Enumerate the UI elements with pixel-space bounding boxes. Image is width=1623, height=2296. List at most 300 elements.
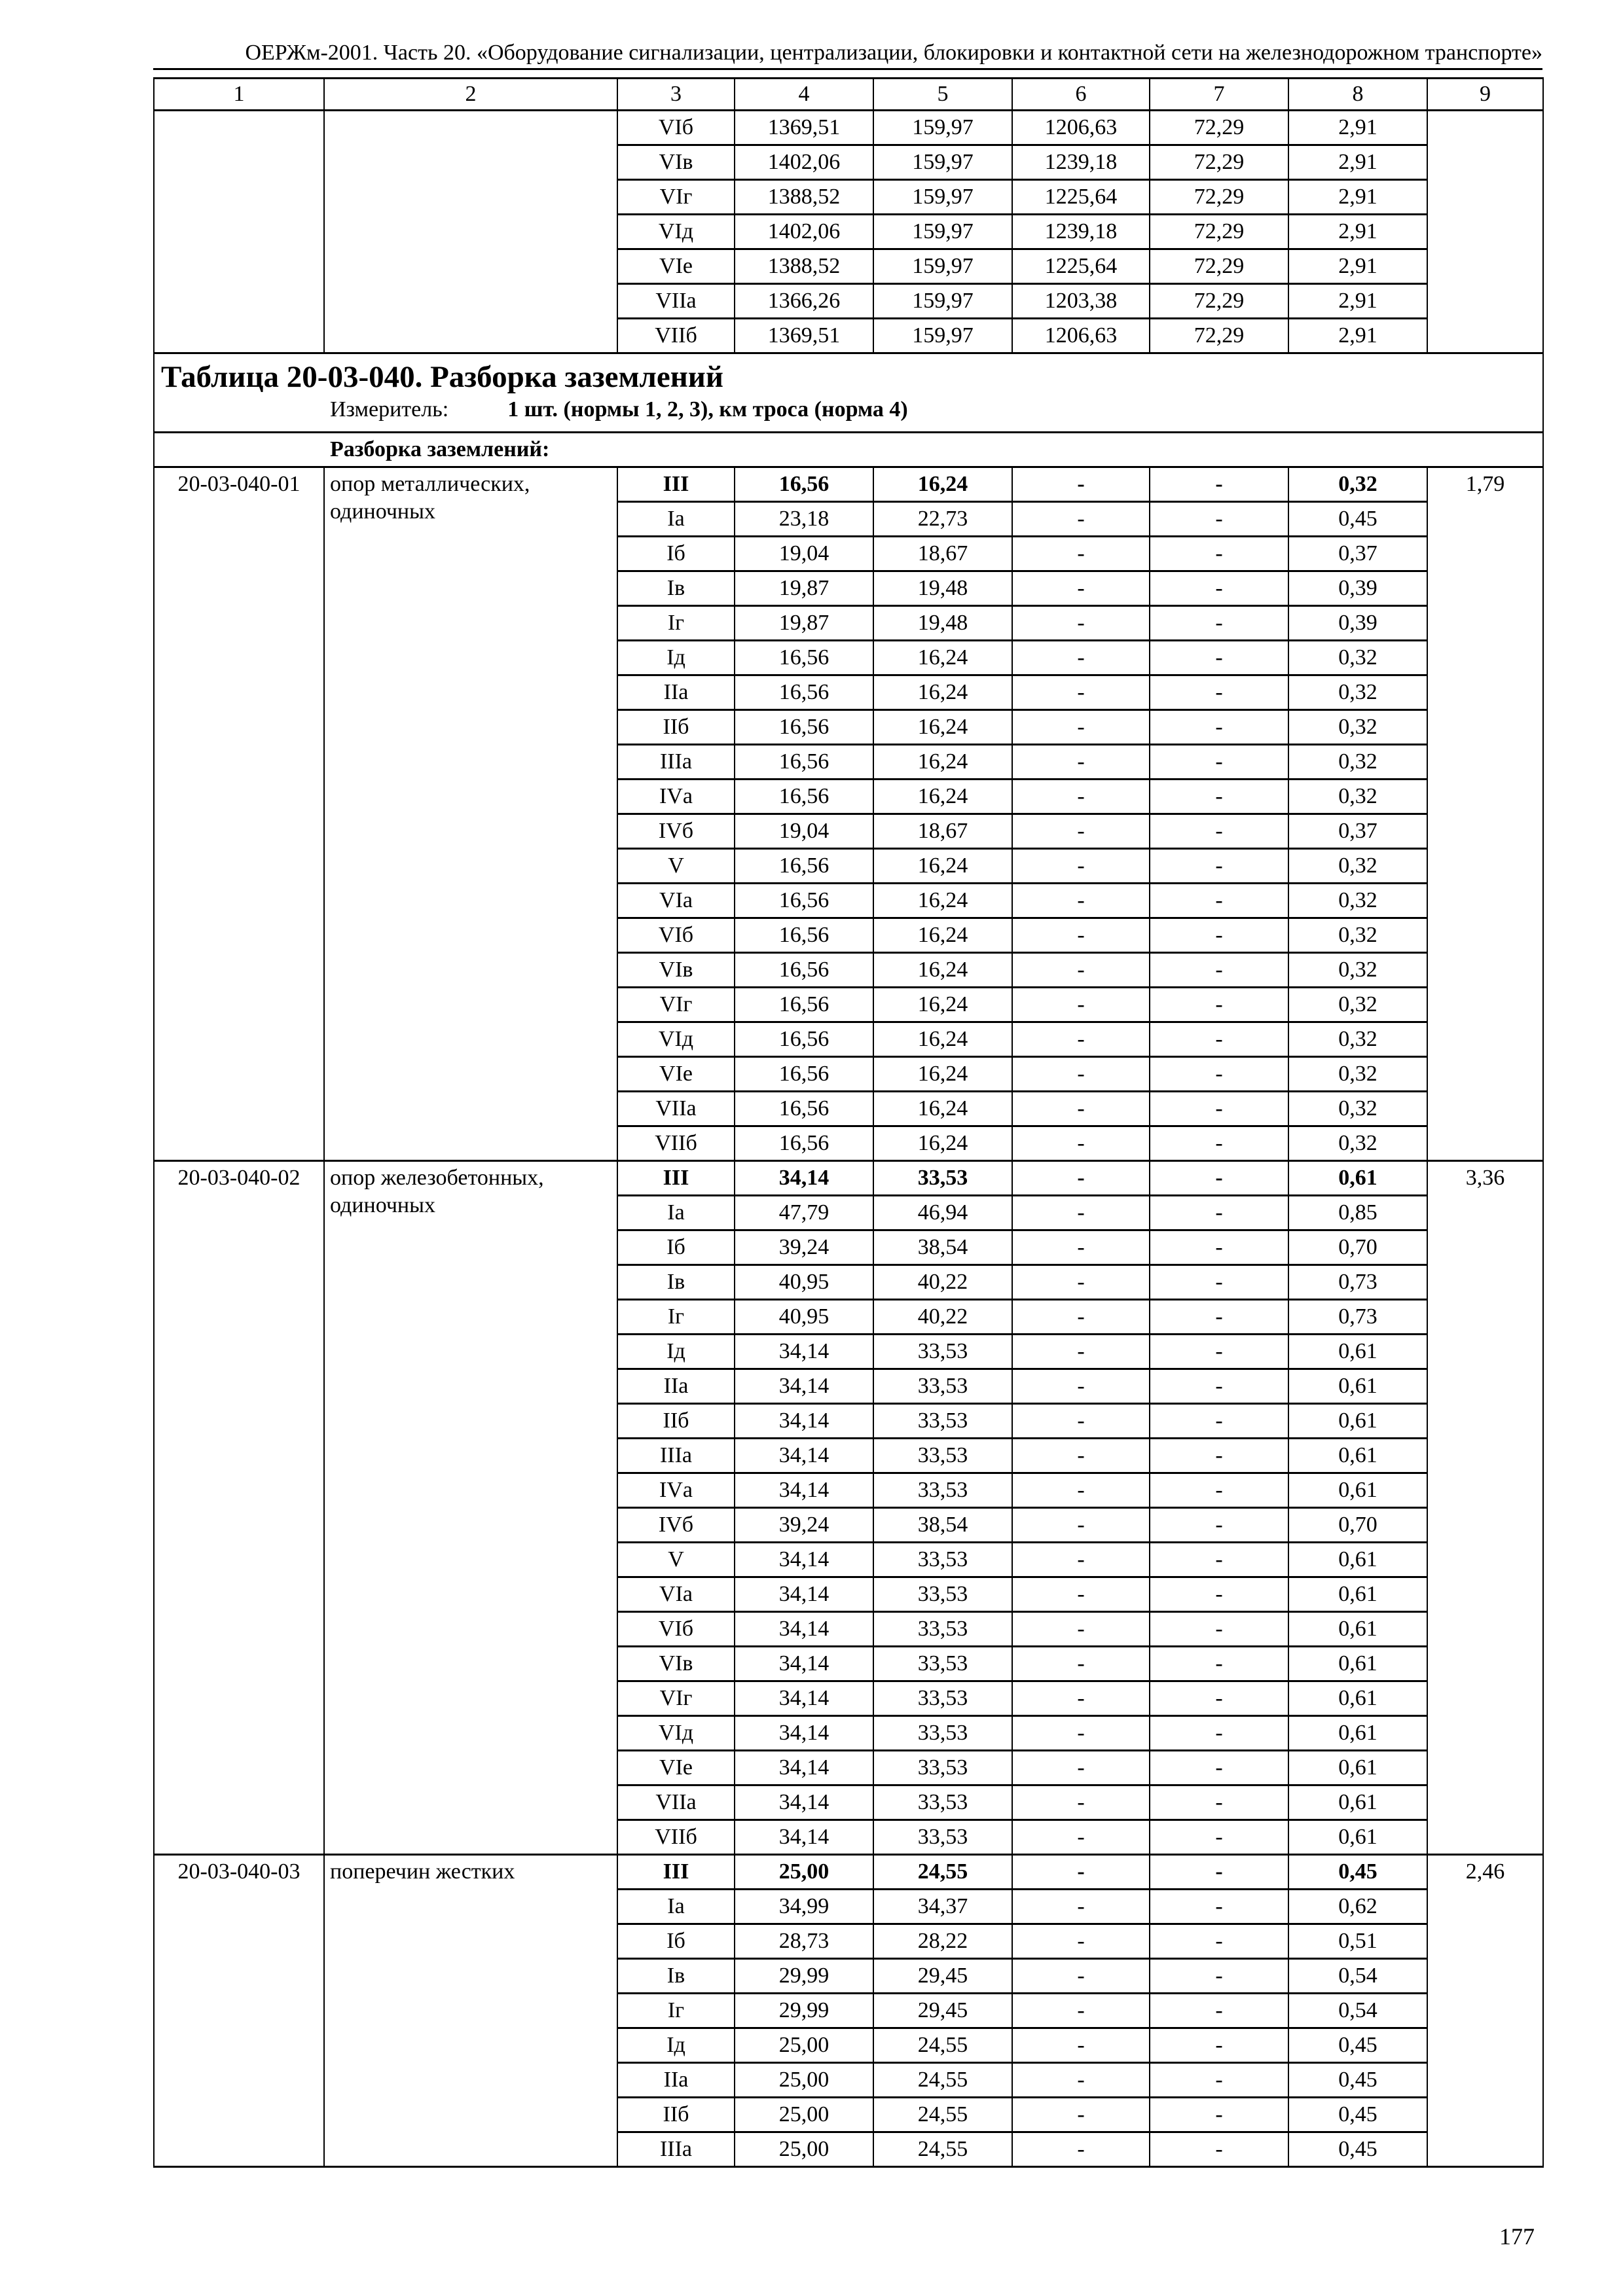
value-cell: 19,87 [735,606,873,641]
zone-cell: IIIа [617,1439,735,1473]
value-cell: 33,53 [873,1785,1012,1820]
zone-cell: Iб [617,1924,735,1959]
zone-cell: Iб [617,537,735,571]
value-cell: - [1150,2063,1288,2098]
zone-cell: IIа [617,1369,735,1404]
value-cell: 34,14 [735,1404,873,1439]
value-cell: 16,56 [735,918,873,953]
value-cell: 0,32 [1288,953,1427,988]
value-cell: 0,37 [1288,537,1427,571]
value-cell: 0,32 [1288,710,1427,745]
value-cell: - [1150,1473,1288,1508]
value-cell: - [1012,1335,1150,1369]
value-cell: - [1012,641,1150,675]
value-cell: 0,32 [1288,1092,1427,1126]
value-cell: 33,53 [873,1404,1012,1439]
running-header: ОЕРЖм-2001. Часть 20. «Оборудование сигнализации, централизации, блокировки и контактной сети на железнодорожном транспорте» [245,41,1542,65]
norm-code: 20-03-040-01 [154,467,324,1161]
value-cell: 16,56 [735,641,873,675]
value-cell: 16,56 [735,675,873,710]
value-cell: 0,85 [1288,1196,1427,1230]
value-cell: 24,55 [873,2063,1012,2098]
value-cell: - [1012,1681,1150,1716]
zone-cell: VIIа [617,1785,735,1820]
value-cell: 23,18 [735,502,873,537]
value-cell: 0,61 [1288,1612,1427,1647]
section-heading: Разборка заземлений: [154,433,1543,467]
value-cell: 16,24 [873,467,1012,502]
value-cell: 33,53 [873,1612,1012,1647]
value-cell: 0,51 [1288,1924,1427,1959]
zone-cell: IIIа [617,745,735,780]
value-cell: - [1150,1196,1288,1230]
zone-cell: III [617,1161,735,1196]
value-cell: 24,55 [873,1855,1012,1890]
value-cell: 16,24 [873,849,1012,884]
cell: 1225,64 [1012,180,1150,215]
value-cell: 19,04 [735,537,873,571]
value-cell: - [1150,1994,1288,2028]
value-cell: - [1012,2028,1150,2063]
zone-cell: Iа [617,1196,735,1230]
zone-cell: IVа [617,780,735,814]
cell: 1206,63 [1012,111,1150,145]
value-cell: 0,32 [1288,1126,1427,1161]
value-cell: 0,61 [1288,1647,1427,1681]
zone-cell: IIб [617,2098,735,2132]
value-cell: 16,24 [873,1126,1012,1161]
cell: 1402,06 [735,215,873,249]
column-number: 8 [1288,79,1427,111]
value-cell: - [1150,953,1288,988]
value-cell: 33,53 [873,1577,1012,1612]
empty-cell [324,111,617,353]
value-cell: - [1150,571,1288,606]
value-cell: 0,61 [1288,1820,1427,1855]
cell: VIг [617,180,735,215]
zone-cell: Iд [617,1335,735,1369]
zone-cell: Iв [617,1959,735,1994]
value-cell: 33,53 [873,1681,1012,1716]
cell: 159,97 [873,111,1012,145]
column-number: 9 [1427,79,1543,111]
cell: 2,91 [1288,215,1427,249]
value-cell: 29,45 [873,1994,1012,2028]
value-cell: - [1150,1681,1288,1716]
value-cell: - [1150,1092,1288,1126]
cell: 1388,52 [735,249,873,284]
column-numbers-row [154,79,1543,111]
zone-cell: VIв [617,1647,735,1681]
cell: VIIб [617,319,735,353]
cell: 159,97 [873,180,1012,215]
value-cell: 0,73 [1288,1300,1427,1335]
zone-cell: IIIа [617,2132,735,2167]
value-cell: 0,32 [1288,884,1427,918]
zone-cell: V [617,1543,735,1577]
value-cell: 39,24 [735,1230,873,1265]
cell: 1369,51 [735,111,873,145]
zone-cell: VIIб [617,1126,735,1161]
measure-line [155,395,1542,422]
table-row [154,467,1543,502]
zone-cell: VIб [617,1612,735,1647]
value-cell: 0,32 [1288,745,1427,780]
measure-value: 1 шт. (нормы 1, 2, 3), км троса (норма 4) [507,397,908,422]
value-cell: 0,54 [1288,1959,1427,1994]
value-cell: 19,04 [735,814,873,849]
value-cell: - [1150,537,1288,571]
value-cell: 25,00 [735,2132,873,2167]
cell: 2,91 [1288,111,1427,145]
value-cell: 0,73 [1288,1265,1427,1300]
cell: 72,29 [1150,180,1288,215]
cell: 1203,38 [1012,284,1150,319]
value-cell: 39,24 [735,1508,873,1543]
value-cell: 40,95 [735,1265,873,1300]
zone-cell: Iг [617,606,735,641]
value-cell: - [1012,502,1150,537]
column-number: 3 [617,79,735,111]
value-cell: - [1012,1022,1150,1057]
value-cell: 0,61 [1288,1439,1427,1473]
value-cell: 24,55 [873,2098,1012,2132]
value-cell: 24,55 [873,2028,1012,2063]
table-row [154,1161,1543,1196]
value-cell: 33,53 [873,1473,1012,1508]
value-cell: - [1012,467,1150,502]
cell: 159,97 [873,284,1012,319]
table-title-row [154,353,1543,433]
value-cell: 16,24 [873,884,1012,918]
value-cell: 0,61 [1288,1335,1427,1369]
cell: VIе [617,249,735,284]
value-cell: 34,14 [735,1612,873,1647]
value-cell: 34,14 [735,1335,873,1369]
value-cell: - [1150,1647,1288,1681]
value-cell: 16,24 [873,988,1012,1022]
value-cell: 0,32 [1288,918,1427,953]
value-cell: - [1012,1890,1150,1924]
value-cell: 0,32 [1288,1057,1427,1092]
value-cell: - [1150,849,1288,884]
value-cell: 0,61 [1288,1577,1427,1612]
value-cell: - [1150,606,1288,641]
value-cell: 16,56 [735,1126,873,1161]
value-cell: 34,14 [735,1820,873,1855]
value-cell: 16,56 [735,745,873,780]
cell: 1225,64 [1012,249,1150,284]
zone-cell: VIIа [617,1092,735,1126]
value-cell: 34,99 [735,1890,873,1924]
value-cell: 0,61 [1288,1161,1427,1196]
zone-cell: Iа [617,502,735,537]
value-cell: - [1012,1404,1150,1439]
value-cell: 0,45 [1288,2063,1427,2098]
value-cell: 34,14 [735,1439,873,1473]
value-cell: 16,56 [735,849,873,884]
measure-label: Измеритель: [330,397,449,422]
zone-cell: VIа [617,1577,735,1612]
value-cell: - [1012,571,1150,606]
value-cell: 0,61 [1288,1681,1427,1716]
value-cell: - [1012,1369,1150,1404]
value-cell: 34,14 [735,1647,873,1681]
value-cell: - [1150,1959,1288,1994]
value-cell: 33,53 [873,1751,1012,1785]
cell: VIв [617,145,735,180]
value-cell: - [1012,1543,1150,1577]
zone-cell: IVа [617,1473,735,1508]
norm-code: 20-03-040-03 [154,1855,324,2167]
value-cell: 0,54 [1288,1994,1427,2028]
value-cell: 0,61 [1288,1543,1427,1577]
value-cell: - [1150,1820,1288,1855]
cell: 2,91 [1288,319,1427,353]
zone-cell: VIд [617,1022,735,1057]
value-cell: 0,32 [1288,641,1427,675]
value-cell: - [1150,745,1288,780]
zone-cell: IIб [617,1404,735,1439]
value-cell: - [1012,710,1150,745]
value-cell: - [1150,1543,1288,1577]
table-row [154,111,1543,145]
value-cell: 0,61 [1288,1716,1427,1751]
column-number: 2 [324,79,617,111]
table-row [154,1855,1543,1890]
value-cell: - [1012,849,1150,884]
value-cell: 33,53 [873,1647,1012,1681]
value-cell: 40,95 [735,1300,873,1335]
value-cell: 16,56 [735,467,873,502]
value-cell: - [1012,953,1150,988]
norm-name: опор металлических, одиночных [324,467,617,1161]
value-cell: 33,53 [873,1335,1012,1369]
zone-cell: IVб [617,1508,735,1543]
value-cell: - [1150,1612,1288,1647]
value-cell: 47,79 [735,1196,873,1230]
value-cell: 46,94 [873,1196,1012,1230]
column-number: 4 [735,79,873,111]
value-cell: 0,37 [1288,814,1427,849]
cell: 2,91 [1288,284,1427,319]
value-cell: - [1150,1855,1288,1890]
value-cell: - [1012,884,1150,918]
value-cell: - [1150,1751,1288,1785]
cell: VIд [617,215,735,249]
value-cell: 16,24 [873,641,1012,675]
value-cell: 16,24 [873,1092,1012,1126]
value-cell: - [1150,675,1288,710]
value-cell: - [1012,1508,1150,1543]
cell: 1369,51 [735,319,873,353]
zone-cell: IIа [617,2063,735,2098]
value-cell: 34,14 [735,1681,873,1716]
value-cell: 19,87 [735,571,873,606]
cell: 2,91 [1288,180,1427,215]
value-cell: - [1150,710,1288,745]
value-cell: 16,56 [735,1022,873,1057]
value-cell: 16,24 [873,710,1012,745]
norm-code: 20-03-040-02 [154,1161,324,1855]
cell: 1239,18 [1012,145,1150,180]
value-cell: - [1012,1196,1150,1230]
cell: 72,29 [1150,319,1288,353]
value-cell: - [1150,467,1288,502]
value-cell: - [1150,502,1288,537]
value-cell: - [1150,1230,1288,1265]
value-cell: 16,24 [873,1057,1012,1092]
value-cell: 34,14 [735,1369,873,1404]
value-cell: 34,37 [873,1890,1012,1924]
value-cell: 0,61 [1288,1751,1427,1785]
value-cell: - [1012,1161,1150,1196]
value-cell: 34,14 [735,1161,873,1196]
value-cell: 0,61 [1288,1473,1427,1508]
value-cell: 0,39 [1288,571,1427,606]
value-cell: - [1150,1022,1288,1057]
cell: 2,91 [1288,145,1427,180]
value-cell: - [1150,1057,1288,1092]
value-cell: 38,54 [873,1508,1012,1543]
value-cell: 0,32 [1288,675,1427,710]
value-cell: - [1012,1092,1150,1126]
value-cell: 0,61 [1288,1785,1427,1820]
value-cell: 16,24 [873,675,1012,710]
value-cell: 16,56 [735,1057,873,1092]
value-cell: 29,99 [735,1994,873,2028]
value-cell: - [1012,1785,1150,1820]
value-cell: - [1150,1439,1288,1473]
value-cell: - [1150,2132,1288,2167]
value-cell: - [1150,1265,1288,1300]
value-cell: - [1012,1300,1150,1335]
zone-cell: IIа [617,675,735,710]
value-cell: 16,56 [735,1092,873,1126]
value-cell: - [1150,1161,1288,1196]
value-cell: 16,56 [735,988,873,1022]
col9-value: 3,36 [1427,1161,1543,1855]
zone-cell: Iа [617,1890,735,1924]
value-cell: 34,14 [735,1473,873,1508]
zone-cell: VIIб [617,1820,735,1855]
value-cell: 33,53 [873,1439,1012,1473]
value-cell: 0,32 [1288,849,1427,884]
value-cell: 0,45 [1288,2132,1427,2167]
cell: 72,29 [1150,145,1288,180]
value-cell: - [1150,814,1288,849]
value-cell: 16,24 [873,953,1012,988]
cell: 1388,52 [735,180,873,215]
value-cell: 0,32 [1288,988,1427,1022]
table-title: Таблица 20-03-040. Разборка заземлений [161,360,723,394]
value-cell: - [1012,1716,1150,1751]
column-number: 5 [873,79,1012,111]
value-cell: - [1012,1820,1150,1855]
value-cell: - [1150,780,1288,814]
value-cell: 16,24 [873,745,1012,780]
value-cell: 34,14 [735,1716,873,1751]
value-cell: 18,67 [873,814,1012,849]
zone-cell: Iг [617,1300,735,1335]
value-cell: 0,32 [1288,1022,1427,1057]
value-cell: - [1150,1369,1288,1404]
value-cell: 25,00 [735,1855,873,1890]
zone-cell: VIг [617,988,735,1022]
value-cell: - [1012,1126,1150,1161]
value-cell: 28,22 [873,1924,1012,1959]
value-cell: - [1012,1473,1150,1508]
value-cell: - [1150,1577,1288,1612]
cell: 159,97 [873,145,1012,180]
value-cell: 18,67 [873,537,1012,571]
zone-cell: Iд [617,2028,735,2063]
empty-cell [154,111,324,353]
value-cell: - [1012,2098,1150,2132]
zone-cell: VIв [617,953,735,988]
value-cell: - [1012,918,1150,953]
value-cell: - [1012,988,1150,1022]
value-cell: - [1150,1126,1288,1161]
value-cell: - [1150,2028,1288,2063]
value-cell: - [1012,1855,1150,1890]
value-cell: - [1012,1647,1150,1681]
zone-cell: IIб [617,710,735,745]
zone-cell: IVб [617,814,735,849]
col9-value: 1,79 [1427,467,1543,1161]
zone-cell: VIг [617,1681,735,1716]
value-cell: 0,62 [1288,1890,1427,1924]
value-cell: - [1012,1439,1150,1473]
value-cell: 0,32 [1288,780,1427,814]
value-cell: 25,00 [735,2098,873,2132]
value-cell: 38,54 [873,1230,1012,1265]
empty-cell [1427,111,1543,353]
cell: 1239,18 [1012,215,1150,249]
value-cell: 0,39 [1288,606,1427,641]
value-cell: 28,73 [735,1924,873,1959]
cell: 159,97 [873,215,1012,249]
column-number: 6 [1012,79,1150,111]
norm-name: поперечин жестких [324,1855,617,2167]
value-cell: 16,56 [735,710,873,745]
value-cell: 0,70 [1288,1508,1427,1543]
zone-cell: VIе [617,1057,735,1092]
cell: 72,29 [1150,249,1288,284]
zone-cell: V [617,849,735,884]
cell: VIб [617,111,735,145]
cell: 72,29 [1150,284,1288,319]
value-cell: - [1150,1508,1288,1543]
value-cell: 25,00 [735,2063,873,2098]
value-cell: 0,45 [1288,2098,1427,2132]
value-cell: 33,53 [873,1820,1012,1855]
value-cell: 33,53 [873,1543,1012,1577]
value-cell: 0,61 [1288,1404,1427,1439]
cell: 1206,63 [1012,319,1150,353]
cell: 2,91 [1288,249,1427,284]
value-cell: - [1012,1265,1150,1300]
value-cell: - [1012,745,1150,780]
zone-cell: VIе [617,1751,735,1785]
value-cell: 25,00 [735,2028,873,2063]
value-cell: 16,56 [735,953,873,988]
value-cell: 0,32 [1288,467,1427,502]
value-cell: - [1012,606,1150,641]
col9-value: 2,46 [1427,1855,1543,2167]
value-cell: 40,22 [873,1300,1012,1335]
value-cell: 0,45 [1288,2028,1427,2063]
